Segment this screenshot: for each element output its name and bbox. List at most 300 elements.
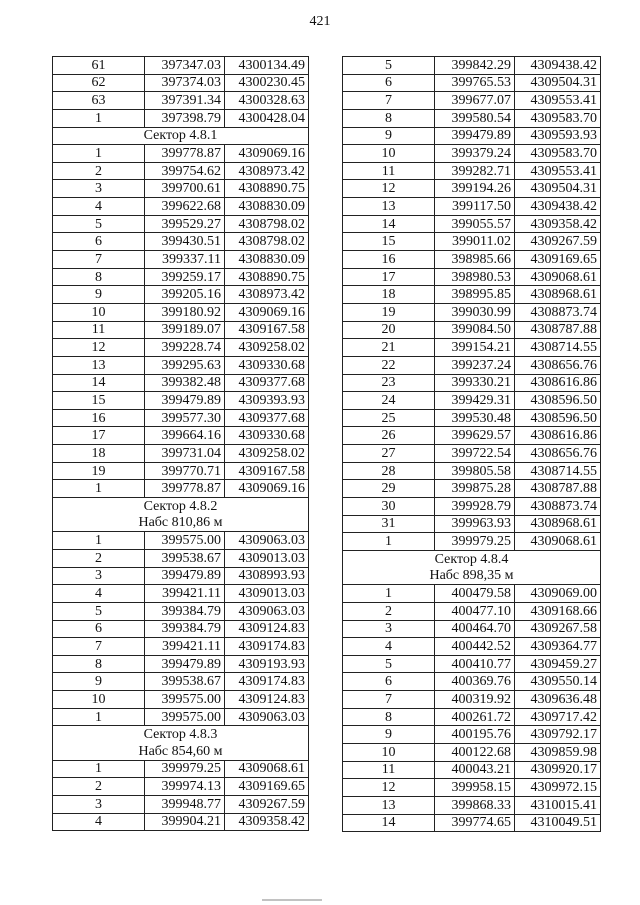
x-coordinate-cell: 399228.74 [145, 339, 225, 357]
table-row [53, 251, 309, 269]
y-coordinate-cell: 4309859.98 [515, 743, 601, 761]
x-coordinate-cell: 397374.03 [145, 74, 225, 92]
y-coordinate-cell: 4309593.93 [515, 127, 601, 145]
point-number-cell: 9 [53, 286, 145, 304]
table-row [53, 74, 309, 92]
x-coordinate-cell: 399731.04 [145, 445, 225, 463]
point-number-cell: 10 [53, 691, 145, 709]
point-number-cell: 8 [53, 268, 145, 286]
y-coordinate-cell: 4308656.76 [515, 445, 601, 463]
table-row [343, 602, 601, 620]
point-number-cell: 13 [343, 198, 435, 216]
x-coordinate-cell: 400464.70 [435, 620, 515, 638]
table-row [53, 427, 309, 445]
table-row [343, 726, 601, 744]
sector-header-row [343, 550, 601, 567]
table-row [343, 127, 601, 145]
sector-header: Набс 854,60 м [53, 743, 309, 760]
x-coordinate-cell: 399577.30 [145, 409, 225, 427]
point-number-cell: 31 [343, 515, 435, 533]
point-number-cell: 1 [53, 760, 145, 778]
table-row [53, 303, 309, 321]
table-row [343, 638, 601, 656]
point-number-cell: 3 [53, 567, 145, 585]
y-coordinate-cell: 4308616.86 [515, 374, 601, 392]
y-coordinate-cell: 4308714.55 [515, 462, 601, 480]
x-coordinate-cell: 399259.17 [145, 268, 225, 286]
table-row [343, 533, 601, 551]
x-coordinate-cell: 399337.11 [145, 251, 225, 269]
x-coordinate-cell: 399530.48 [435, 409, 515, 427]
y-coordinate-cell: 4309358.42 [225, 813, 309, 831]
x-coordinate-cell: 399722.54 [435, 445, 515, 463]
table-row [343, 585, 601, 603]
table-row [53, 462, 309, 480]
x-coordinate-cell: 399205.16 [145, 286, 225, 304]
x-coordinate-cell: 399330.21 [435, 374, 515, 392]
y-coordinate-cell: 4309258.02 [225, 339, 309, 357]
x-coordinate-cell: 399677.07 [435, 92, 515, 110]
point-number-cell: 5 [343, 655, 435, 673]
point-number-cell: 5 [343, 57, 435, 75]
y-coordinate-cell: 4309063.03 [225, 602, 309, 620]
x-coordinate-cell: 399189.07 [145, 321, 225, 339]
table-row [53, 445, 309, 463]
y-coordinate-cell: 4309583.70 [515, 145, 601, 163]
table-row [53, 409, 309, 427]
y-coordinate-cell: 4308890.75 [225, 180, 309, 198]
point-number-cell: 9 [53, 673, 145, 691]
point-number-cell: 15 [343, 233, 435, 251]
y-coordinate-cell: 4308973.42 [225, 162, 309, 180]
x-coordinate-cell: 399868.33 [435, 796, 515, 814]
y-coordinate-cell: 4308798.02 [225, 215, 309, 233]
table-row [53, 162, 309, 180]
x-coordinate-cell: 399765.53 [435, 74, 515, 92]
x-coordinate-cell: 400479.58 [435, 585, 515, 603]
table-row [343, 708, 601, 726]
sector-header-row [53, 743, 309, 760]
y-coordinate-cell: 4308873.74 [515, 498, 601, 516]
table-row [53, 585, 309, 603]
y-coordinate-cell: 4308787.88 [515, 480, 601, 498]
point-number-cell: 19 [343, 303, 435, 321]
point-number-cell: 6 [53, 233, 145, 251]
point-number-cell: 1 [343, 585, 435, 603]
sector-header: Набс 810,86 м [53, 515, 309, 532]
x-coordinate-cell: 399770.71 [145, 462, 225, 480]
y-coordinate-cell: 4309167.58 [225, 462, 309, 480]
y-coordinate-cell: 4308656.76 [515, 356, 601, 374]
table-row [343, 427, 601, 445]
x-coordinate-cell: 399842.29 [435, 57, 515, 75]
point-number-cell: 10 [343, 145, 435, 163]
table-row [343, 498, 601, 516]
x-coordinate-cell: 399237.24 [435, 356, 515, 374]
x-coordinate-cell: 399974.13 [145, 778, 225, 796]
table-row [53, 57, 309, 75]
x-coordinate-cell: 399421.11 [145, 638, 225, 656]
point-number-cell: 2 [53, 549, 145, 567]
y-coordinate-cell: 4309174.83 [225, 673, 309, 691]
point-number-cell: 14 [343, 814, 435, 832]
point-number-cell: 3 [53, 180, 145, 198]
x-coordinate-cell: 399538.67 [145, 549, 225, 567]
table-row [53, 602, 309, 620]
x-coordinate-cell: 400043.21 [435, 761, 515, 779]
x-coordinate-cell: 397398.79 [145, 109, 225, 127]
y-coordinate-cell: 4308596.50 [515, 392, 601, 410]
table-row [53, 655, 309, 673]
table-row [53, 145, 309, 163]
point-number-cell: 8 [53, 655, 145, 673]
point-number-cell: 1 [343, 533, 435, 551]
point-number-cell: 3 [343, 620, 435, 638]
table-row [343, 445, 601, 463]
y-coordinate-cell: 4308596.50 [515, 409, 601, 427]
point-number-cell: 24 [343, 392, 435, 410]
table-row [343, 162, 601, 180]
table-row [53, 268, 309, 286]
point-number-cell: 61 [53, 57, 145, 75]
x-coordinate-cell: 397391.34 [145, 92, 225, 110]
table-row [53, 480, 309, 498]
y-coordinate-cell: 4309358.42 [515, 215, 601, 233]
table-row [343, 673, 601, 691]
y-coordinate-cell: 4309267.59 [515, 233, 601, 251]
table-row [343, 655, 601, 673]
point-number-cell: 1 [53, 532, 145, 550]
point-number-cell: 13 [53, 356, 145, 374]
sector-header-row [53, 726, 309, 743]
point-number-cell: 10 [343, 743, 435, 761]
point-number-cell: 21 [343, 339, 435, 357]
x-coordinate-cell: 399629.57 [435, 427, 515, 445]
x-coordinate-cell: 399117.50 [435, 198, 515, 216]
y-coordinate-cell: 4309267.59 [225, 795, 309, 813]
table-row [343, 198, 601, 216]
point-number-cell: 7 [53, 251, 145, 269]
y-coordinate-cell: 4308973.42 [225, 286, 309, 304]
point-number-cell: 10 [53, 303, 145, 321]
x-coordinate-cell: 399754.62 [145, 162, 225, 180]
y-coordinate-cell: 4309972.15 [515, 779, 601, 797]
point-number-cell: 2 [53, 778, 145, 796]
table-row [53, 620, 309, 638]
y-coordinate-cell: 4308714.55 [515, 339, 601, 357]
sector-header-row [53, 515, 309, 532]
y-coordinate-cell: 4309174.83 [225, 638, 309, 656]
point-number-cell: 25 [343, 409, 435, 427]
table-row [343, 691, 601, 709]
point-number-cell: 6 [343, 673, 435, 691]
x-coordinate-cell: 399429.31 [435, 392, 515, 410]
x-coordinate-cell: 399774.65 [435, 814, 515, 832]
y-coordinate-cell: 4309069.16 [225, 480, 309, 498]
table-row [343, 286, 601, 304]
point-number-cell: 14 [343, 215, 435, 233]
point-number-cell: 1 [53, 480, 145, 498]
point-number-cell: 15 [53, 392, 145, 410]
y-coordinate-cell: 4309920.17 [515, 761, 601, 779]
point-number-cell: 28 [343, 462, 435, 480]
y-coordinate-cell: 4309504.31 [515, 180, 601, 198]
table-row [343, 92, 601, 110]
table-row [343, 233, 601, 251]
y-coordinate-cell: 4308798.02 [225, 233, 309, 251]
y-coordinate-cell: 4309330.68 [225, 427, 309, 445]
y-coordinate-cell: 4309169.65 [515, 251, 601, 269]
y-coordinate-cell: 4309068.61 [515, 268, 601, 286]
table-row [343, 814, 601, 832]
y-coordinate-cell: 4309550.14 [515, 673, 601, 691]
point-number-cell: 20 [343, 321, 435, 339]
x-coordinate-cell: 399154.21 [435, 339, 515, 357]
x-coordinate-cell: 399979.25 [145, 760, 225, 778]
x-coordinate-cell: 399384.79 [145, 602, 225, 620]
y-coordinate-cell: 4309267.58 [515, 620, 601, 638]
table-row [53, 286, 309, 304]
y-coordinate-cell: 4309393.93 [225, 392, 309, 410]
coordinates-table-left [52, 56, 309, 831]
y-coordinate-cell: 4309068.61 [515, 533, 601, 551]
y-coordinate-cell: 4308787.88 [515, 321, 601, 339]
x-coordinate-cell: 399664.16 [145, 427, 225, 445]
point-number-cell: 6 [343, 74, 435, 92]
point-number-cell: 11 [53, 321, 145, 339]
y-coordinate-cell: 4309167.58 [225, 321, 309, 339]
sector-header: Сектор 4.8.4 [343, 550, 601, 567]
scan-artifact [262, 899, 322, 901]
table-row [343, 251, 601, 269]
point-number-cell: 2 [53, 162, 145, 180]
table-row [53, 708, 309, 726]
y-coordinate-cell: 4309438.42 [515, 198, 601, 216]
table-row [53, 339, 309, 357]
table-row [53, 549, 309, 567]
x-coordinate-cell: 400410.77 [435, 655, 515, 673]
y-coordinate-cell: 4308890.75 [225, 268, 309, 286]
y-coordinate-cell: 4309069.16 [225, 145, 309, 163]
x-coordinate-cell: 399421.11 [145, 585, 225, 603]
point-number-cell: 22 [343, 356, 435, 374]
sector-header: Сектор 4.8.3 [53, 726, 309, 743]
y-coordinate-cell: 4300134.49 [225, 57, 309, 75]
y-coordinate-cell: 4309377.68 [225, 409, 309, 427]
point-number-cell: 26 [343, 427, 435, 445]
table-row [53, 813, 309, 831]
y-coordinate-cell: 4308993.93 [225, 567, 309, 585]
point-number-cell: 7 [343, 691, 435, 709]
x-coordinate-cell: 398995.85 [435, 286, 515, 304]
point-number-cell: 18 [343, 286, 435, 304]
point-number-cell: 8 [343, 708, 435, 726]
table-row [343, 779, 601, 797]
x-coordinate-cell: 400442.52 [435, 638, 515, 656]
x-coordinate-cell: 399948.77 [145, 795, 225, 813]
x-coordinate-cell: 400477.10 [435, 602, 515, 620]
table-row [53, 673, 309, 691]
table-row [343, 462, 601, 480]
point-number-cell: 9 [343, 726, 435, 744]
point-number-cell: 12 [53, 339, 145, 357]
y-coordinate-cell: 4309504.31 [515, 74, 601, 92]
y-coordinate-cell: 4309636.48 [515, 691, 601, 709]
point-number-cell: 23 [343, 374, 435, 392]
x-coordinate-cell: 399580.54 [435, 109, 515, 127]
y-coordinate-cell: 4310049.51 [515, 814, 601, 832]
y-coordinate-cell: 4308873.74 [515, 303, 601, 321]
y-coordinate-cell: 4310015.41 [515, 796, 601, 814]
x-coordinate-cell: 399904.21 [145, 813, 225, 831]
y-coordinate-cell: 4309364.77 [515, 638, 601, 656]
table-row [343, 409, 601, 427]
x-coordinate-cell: 399778.87 [145, 145, 225, 163]
y-coordinate-cell: 4309063.03 [225, 708, 309, 726]
point-number-cell: 4 [53, 813, 145, 831]
x-coordinate-cell: 399430.51 [145, 233, 225, 251]
x-coordinate-cell: 399295.63 [145, 356, 225, 374]
y-coordinate-cell: 4309169.65 [225, 778, 309, 796]
x-coordinate-cell: 399479.89 [145, 655, 225, 673]
point-number-cell: 4 [53, 585, 145, 603]
y-coordinate-cell: 4300328.63 [225, 92, 309, 110]
point-number-cell: 3 [53, 795, 145, 813]
table-row [343, 180, 601, 198]
table-row [53, 567, 309, 585]
y-coordinate-cell: 4309717.42 [515, 708, 601, 726]
x-coordinate-cell: 399778.87 [145, 480, 225, 498]
table-row [343, 109, 601, 127]
x-coordinate-cell: 399479.89 [435, 127, 515, 145]
table-row [53, 321, 309, 339]
point-number-cell: 4 [343, 638, 435, 656]
x-coordinate-cell: 399575.00 [145, 691, 225, 709]
table-row [53, 215, 309, 233]
y-coordinate-cell: 4309168.66 [515, 602, 601, 620]
y-coordinate-cell: 4300230.45 [225, 74, 309, 92]
table-row [53, 795, 309, 813]
table-row [343, 374, 601, 392]
point-number-cell: 6 [53, 620, 145, 638]
point-number-cell: 1 [53, 109, 145, 127]
table-row [343, 321, 601, 339]
x-coordinate-cell: 399384.79 [145, 620, 225, 638]
x-coordinate-cell: 399529.27 [145, 215, 225, 233]
table-row [53, 760, 309, 778]
point-number-cell: 13 [343, 796, 435, 814]
x-coordinate-cell: 400319.92 [435, 691, 515, 709]
table-row [343, 268, 601, 286]
y-coordinate-cell: 4309063.03 [225, 532, 309, 550]
y-coordinate-cell: 4309792.17 [515, 726, 601, 744]
table-row [53, 532, 309, 550]
point-number-cell: 5 [53, 602, 145, 620]
y-coordinate-cell: 4308830.09 [225, 198, 309, 216]
table-row [53, 180, 309, 198]
point-number-cell: 4 [53, 198, 145, 216]
x-coordinate-cell: 399963.93 [435, 515, 515, 533]
x-coordinate-cell: 399180.92 [145, 303, 225, 321]
table-row [343, 392, 601, 410]
x-coordinate-cell: 399700.61 [145, 180, 225, 198]
y-coordinate-cell: 4309377.68 [225, 374, 309, 392]
y-coordinate-cell: 4308968.61 [515, 286, 601, 304]
point-number-cell: 7 [343, 92, 435, 110]
table-row [343, 761, 601, 779]
x-coordinate-cell: 399575.00 [145, 532, 225, 550]
x-coordinate-cell: 399084.50 [435, 321, 515, 339]
y-coordinate-cell: 4300428.04 [225, 109, 309, 127]
y-coordinate-cell: 4309258.02 [225, 445, 309, 463]
y-coordinate-cell: 4308830.09 [225, 251, 309, 269]
table-row [343, 57, 601, 75]
x-coordinate-cell: 399282.71 [435, 162, 515, 180]
y-coordinate-cell: 4309583.70 [515, 109, 601, 127]
table-row [343, 743, 601, 761]
x-coordinate-cell: 399011.02 [435, 233, 515, 251]
table-row [53, 92, 309, 110]
y-coordinate-cell: 4309193.93 [225, 655, 309, 673]
point-number-cell: 8 [343, 109, 435, 127]
point-number-cell: 1 [53, 145, 145, 163]
point-number-cell: 16 [53, 409, 145, 427]
point-number-cell: 17 [53, 427, 145, 445]
y-coordinate-cell: 4309438.42 [515, 57, 601, 75]
x-coordinate-cell: 398985.66 [435, 251, 515, 269]
table-row [343, 515, 601, 533]
table-row [53, 638, 309, 656]
x-coordinate-cell: 400369.76 [435, 673, 515, 691]
table-row [343, 74, 601, 92]
point-number-cell: 5 [53, 215, 145, 233]
point-number-cell: 12 [343, 779, 435, 797]
sector-header-row [53, 498, 309, 515]
sector-header: Набс 898,35 м [343, 568, 601, 585]
y-coordinate-cell: 4309330.68 [225, 356, 309, 374]
y-coordinate-cell: 4308968.61 [515, 515, 601, 533]
point-number-cell: 19 [53, 462, 145, 480]
x-coordinate-cell: 399479.89 [145, 392, 225, 410]
y-coordinate-cell: 4309553.41 [515, 162, 601, 180]
x-coordinate-cell: 399805.58 [435, 462, 515, 480]
table-row [343, 480, 601, 498]
sector-header-row [343, 568, 601, 585]
y-coordinate-cell: 4309459.27 [515, 655, 601, 673]
y-coordinate-cell: 4309068.61 [225, 760, 309, 778]
x-coordinate-cell: 400261.72 [435, 708, 515, 726]
point-number-cell: 9 [343, 127, 435, 145]
x-coordinate-cell: 399055.57 [435, 215, 515, 233]
table-row [53, 356, 309, 374]
x-coordinate-cell: 399382.48 [145, 374, 225, 392]
table-row [53, 109, 309, 127]
point-number-cell: 12 [343, 180, 435, 198]
x-coordinate-cell: 399979.25 [435, 533, 515, 551]
y-coordinate-cell: 4308616.86 [515, 427, 601, 445]
x-coordinate-cell: 399479.89 [145, 567, 225, 585]
y-coordinate-cell: 4309553.41 [515, 92, 601, 110]
table-row [343, 620, 601, 638]
x-coordinate-cell: 399379.24 [435, 145, 515, 163]
page-number: 421 [309, 14, 331, 29]
table-row [343, 356, 601, 374]
sector-header: Сектор 4.8.1 [53, 127, 309, 145]
x-coordinate-cell: 399958.15 [435, 779, 515, 797]
point-number-cell: 11 [343, 761, 435, 779]
table-row [53, 691, 309, 709]
x-coordinate-cell: 399875.28 [435, 480, 515, 498]
